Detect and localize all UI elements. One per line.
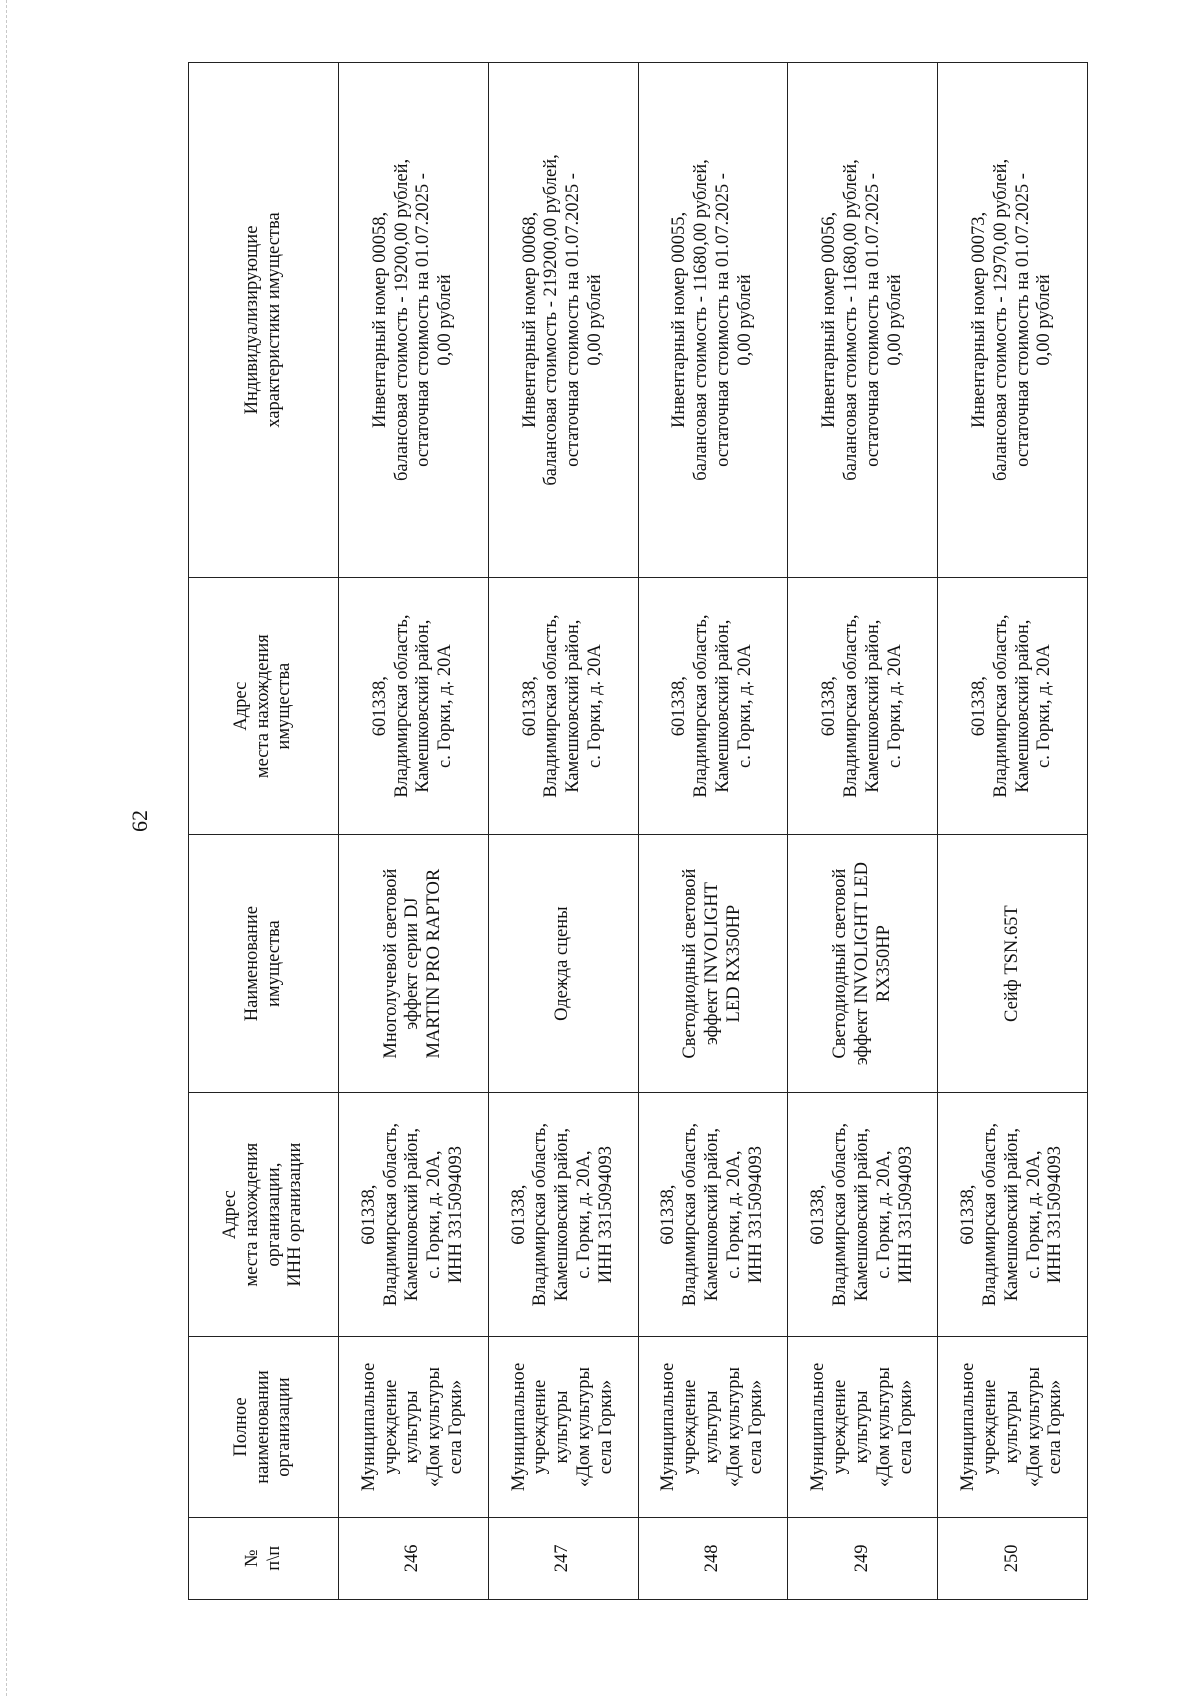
cell-text-line: с. Горки, д. 20А, (723, 1150, 744, 1279)
row-num: 246 (339, 1517, 489, 1599)
cell-text-line: балансовая стоимость - 11680,00 рублей, (691, 159, 712, 481)
cell-text-line: Многолучевой световой (380, 868, 401, 1059)
cell-text-line: Владимирская область, (680, 1123, 701, 1307)
row-characteristics (638, 63, 788, 578)
cell-text-line: с. Горки, д. 20А, (574, 1150, 595, 1279)
cell-text-line: с. Горки, д. 20А (734, 644, 755, 769)
cell-text-line: 601338, (819, 676, 840, 737)
cell-text-line: Владимирская область, (380, 1123, 401, 1307)
row-org-address (938, 1092, 1088, 1337)
cell-text-line: Владимирская область, (840, 614, 861, 798)
cell-text-line: с. Горки, д. 20А (884, 644, 905, 769)
cell-text-line: с. Горки, д. 20А, (1023, 1150, 1044, 1279)
cell-text-line: Владимирская область, (979, 1123, 1000, 1307)
cell-text-line: «Дом культуры (424, 1367, 445, 1488)
table-row (788, 63, 938, 1600)
row-org-address (339, 1092, 489, 1337)
row-item-name (339, 835, 489, 1092)
cell-text-line: места нахождения (252, 634, 273, 779)
row-num: 249 (788, 1517, 938, 1599)
cell-text-line: Одежда сцены (552, 906, 573, 1021)
cell-text-line: культуры (851, 1390, 872, 1464)
cell-text-line: наименовании (252, 1370, 273, 1484)
cell-text-line: 601338, (519, 676, 540, 737)
header-characteristics (189, 63, 339, 578)
row-num: 247 (488, 1517, 638, 1599)
cell-text-line: учреждение (979, 1379, 1000, 1475)
cell-text-line: села Горки» (745, 1379, 766, 1475)
cell-text-line: организации (274, 1377, 295, 1477)
cell-text-line: села Горки» (1045, 1379, 1066, 1475)
cell-text-line: «Дом культуры (574, 1367, 595, 1488)
cell-text-line: 601338, (669, 676, 690, 737)
row-item-name (488, 835, 638, 1092)
cell-text-line: характеристики имущества (263, 212, 284, 428)
cell-text-line: имущества (263, 920, 284, 1008)
cell-text-line: организации, (263, 1162, 284, 1267)
cell-text-line: 601338, (808, 1184, 829, 1245)
cell-text-line: Камешковский район, (1001, 1128, 1022, 1302)
cell-text-line: места нахождения (241, 1142, 262, 1287)
row-org-address (638, 1092, 788, 1337)
cell-text-line: Светодиодный световой (680, 868, 701, 1059)
row-org-name (788, 1337, 938, 1517)
cell-text-line: Наименование (241, 905, 262, 1022)
cell-text-line: 601338, (658, 1184, 679, 1245)
row-num: 250 (938, 1517, 1088, 1599)
row-item-address (788, 577, 938, 834)
row-org-name (938, 1337, 1088, 1517)
header-num (189, 1517, 339, 1599)
cell-text-line: остаточная стоимость на 01.07.2025 - (862, 173, 883, 467)
cell-text-line: культуры (402, 1390, 423, 1464)
cell-text-line: RX350HP (873, 925, 894, 1003)
row-item-name (788, 835, 938, 1092)
cell-text-line: 601338, (968, 676, 989, 737)
cell-text-line: с. Горки, д. 20А (585, 644, 606, 769)
cell-text-line: Камешковский район, (862, 619, 883, 793)
row-item-name (938, 835, 1088, 1092)
row-org-address (788, 1092, 938, 1337)
cell-text-line: Инвентарный номер 00055, (669, 211, 690, 429)
cell-text-line: Владимирская область, (990, 614, 1011, 798)
page-number: 62 (127, 810, 152, 832)
table-row (488, 63, 638, 1600)
cell-text-line: эффект серии DJ (402, 897, 423, 1030)
cell-text-line: села Горки» (895, 1379, 916, 1475)
cell-text-line: Камешковский район, (413, 619, 434, 793)
cell-text-line: Инвентарный номер 00058, (369, 211, 390, 429)
cell-text-line: остаточная стоимость на 01.07.2025 - (712, 173, 733, 467)
cell-text-line: Муниципальное (808, 1362, 829, 1492)
cell-text-line: ИНН 3315094093 (595, 1146, 616, 1284)
row-characteristics (938, 63, 1088, 578)
cell-text-line: культуры (1001, 1390, 1022, 1464)
cell-text-line: 601338, (369, 676, 390, 737)
header-org-address (189, 1092, 339, 1337)
cell-text-line: с. Горки, д. 20А, (873, 1150, 894, 1279)
scan-margin-line (6, 0, 8, 1696)
cell-text-line: с. Горки, д. 20А (435, 644, 456, 769)
row-characteristics (339, 63, 489, 578)
row-item-address (488, 577, 638, 834)
cell-text-line: учреждение (830, 1379, 851, 1475)
cell-text-line: учреждение (530, 1379, 551, 1475)
cell-text-line: Полное (230, 1397, 251, 1457)
cell-text-line: 601338, (508, 1184, 529, 1245)
cell-text-line: остаточная стоимость на 01.07.2025 - (413, 173, 434, 467)
table-header-row (189, 63, 339, 1600)
cell-text-line: Владимирская область, (541, 614, 562, 798)
cell-text-line: Индивидуализирующие (241, 225, 262, 415)
header-item-name (189, 835, 339, 1092)
cell-text-line: остаточная стоимость на 01.07.2025 - (563, 173, 584, 467)
property-table-wrapper (188, 62, 1088, 1600)
table-row (638, 63, 788, 1600)
cell-text-line: Владимирская область, (691, 614, 712, 798)
cell-text-line: Камешковский район, (851, 1128, 872, 1302)
property-table (188, 62, 1088, 1600)
row-item-address (638, 577, 788, 834)
cell-text-line: остаточная стоимость на 01.07.2025 - (1012, 173, 1033, 467)
cell-text-line: Инвентарный номер 00073, (968, 211, 989, 429)
cell-text-line: 0,00 рублей (734, 274, 755, 366)
cell-text-line: с. Горки, д. 20А (1034, 644, 1055, 769)
cell-text-line: LED RX350HP (723, 904, 744, 1023)
row-item-address (339, 577, 489, 834)
cell-text-line: «Дом культуры (1023, 1367, 1044, 1488)
rotated-page-content (188, 62, 1088, 1600)
row-org-name (638, 1337, 788, 1517)
cell-text-line: культуры (702, 1390, 723, 1464)
header-org-name (189, 1337, 339, 1517)
cell-text-line: культуры (552, 1390, 573, 1464)
cell-text-line: п\п (263, 1545, 284, 1571)
cell-text-line: Камешковский район, (1012, 619, 1033, 793)
cell-text-line: ИНН 3315094093 (1045, 1146, 1066, 1284)
cell-text-line: Владимирская область, (530, 1123, 551, 1307)
row-item-address (938, 577, 1088, 834)
table-row (339, 63, 489, 1600)
cell-text-line: 0,00 рублей (884, 274, 905, 366)
cell-text-line: ИНН 3315094093 (745, 1146, 766, 1284)
cell-text-line: Адрес (219, 1190, 240, 1240)
cell-text-line: Инвентарный номер 00056, (819, 211, 840, 429)
cell-text-line: эффект INVOLIGHT LED (851, 861, 872, 1066)
cell-text-line: Муниципальное (658, 1362, 679, 1492)
row-characteristics (488, 63, 638, 578)
cell-text-line: Камешковский район, (402, 1128, 423, 1302)
cell-text-line: Камешковский район, (552, 1128, 573, 1302)
cell-text-line: учреждение (680, 1379, 701, 1475)
row-org-name (488, 1337, 638, 1517)
cell-text-line: Светодиодный световой (830, 868, 851, 1059)
cell-text-line: ИНН организации (285, 1142, 306, 1287)
cell-text-line: Сейф TSN.65T (1001, 905, 1022, 1022)
cell-text-line: 0,00 рублей (435, 274, 456, 366)
cell-text-line: Муниципальное (958, 1362, 979, 1492)
cell-text-line: балансовая стоимость - 11680,00 рублей, (840, 159, 861, 481)
cell-text-line: 601338, (358, 1184, 379, 1245)
cell-text-line: № (241, 1549, 262, 1568)
header-item-address (189, 577, 339, 834)
row-org-address (488, 1092, 638, 1337)
cell-text-line: с. Горки, д. 20А, (424, 1150, 445, 1279)
cell-text-line: балансовая стоимость - 12970,00 рублей, (990, 158, 1011, 482)
cell-text-line: ИНН 3315094093 (895, 1146, 916, 1284)
cell-text-line: имущества (274, 662, 295, 750)
cell-text-line: MARTIN PRO RAPTOR (424, 868, 445, 1059)
cell-text-line: Муниципальное (508, 1362, 529, 1492)
cell-text-line: Камешковский район, (563, 619, 584, 793)
cell-text-line: ИНН 3315094093 (446, 1146, 467, 1284)
cell-text-line: 601338, (958, 1184, 979, 1245)
cell-text-line: Инвентарный номер 00068, (519, 211, 540, 429)
cell-text-line: «Дом культуры (723, 1367, 744, 1488)
cell-text-line: «Дом культуры (873, 1367, 894, 1488)
cell-text-line: Адрес (230, 681, 251, 731)
cell-text-line: Муниципальное (358, 1362, 379, 1492)
row-item-name (638, 835, 788, 1092)
cell-text-line: балансовая стоимость - 219200,00 рублей, (541, 154, 562, 486)
cell-text-line: балансовая стоимость - 19200,00 рублей, (391, 158, 412, 482)
table-row (938, 63, 1088, 1600)
cell-text-line: села Горки» (446, 1379, 467, 1475)
row-num: 248 (638, 1517, 788, 1599)
cell-text-line: Камешковский район, (712, 619, 733, 793)
row-org-name (339, 1337, 489, 1517)
cell-text-line: 0,00 рублей (585, 274, 606, 366)
cell-text-line: Владимирская область, (830, 1123, 851, 1307)
cell-text-line: Камешковский район, (702, 1128, 723, 1302)
cell-text-line: села Горки» (595, 1379, 616, 1475)
cell-text-line: 0,00 рублей (1034, 274, 1055, 366)
cell-text-line: Владимирская область, (391, 614, 412, 798)
cell-text-line: учреждение (380, 1379, 401, 1475)
row-characteristics (788, 63, 938, 578)
cell-text-line: эффект INVOLIGHT (702, 882, 723, 1046)
